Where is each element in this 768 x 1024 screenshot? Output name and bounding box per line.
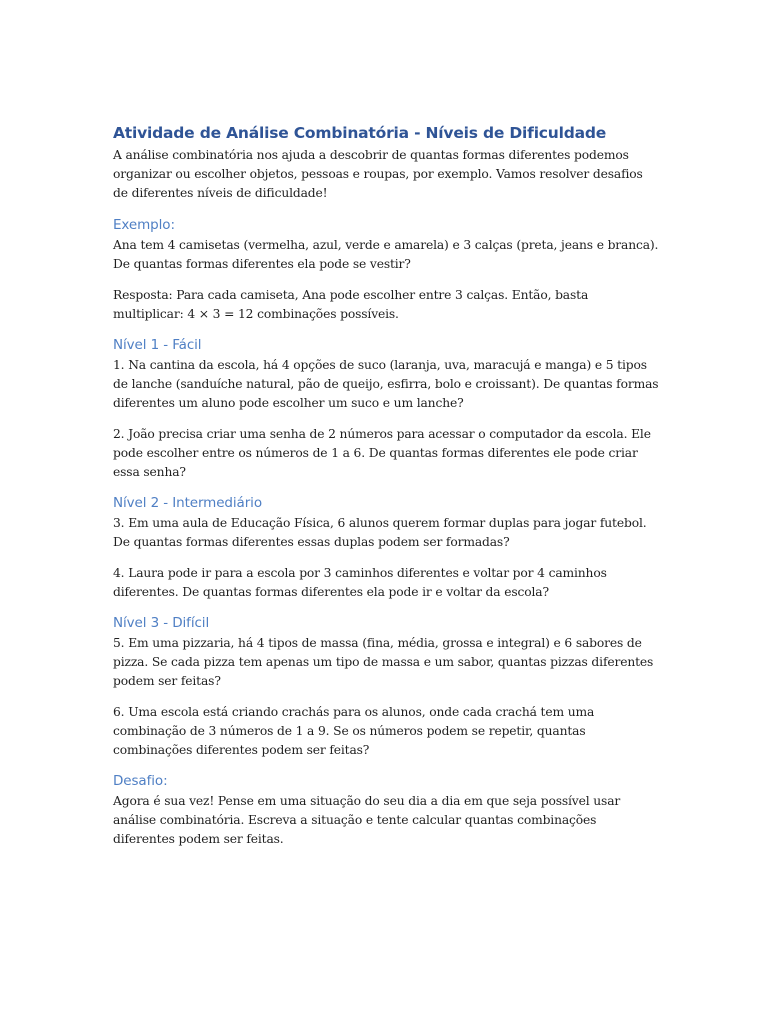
intro-paragraph: A análise combinatória nos ajuda a descobrir de quantas formas diferentes podemos organizar ou escolher objetos, pessoas e roupas, por exemplo. Vamos resolver desafios de diferentes níveis de dificuldade! <box>113 148 643 200</box>
section-level-1 <box>113 337 661 482</box>
document-title: Atividade de Análise Combinatória - Níveis de Dificuldade <box>113 124 607 142</box>
section-level-3 <box>113 615 661 760</box>
challenge-text: Agora é sua vez! Pense em uma situação do seu dia a dia em que seja possível usar análise combinatória. Escreva a situação e tente calcular quantas combinações diferentes podem ser feitas. <box>113 794 621 846</box>
section-heading-level-2: Nível 2 - Intermediário <box>113 495 262 511</box>
section-heading-challenge: Desafio: <box>113 773 168 789</box>
question-6: 6. Uma escola está criando crachás para os alunos, onde cada crachá tem uma combinação de 3 números de 1 a 9. Se os números podem se repetir, quantas combinações diferentes podem ser feitas? <box>113 705 595 757</box>
example-answer: Resposta: Para cada camiseta, Ana pode escolher entre 3 calças. Então, basta multiplicar: 4 × 3 = 12 combinações possíveis. <box>113 288 589 321</box>
question-2: 2. João precisa criar uma senha de 2 números para acessar o computador da escola. Ele pode escolher entre os números de 1 a 6. De quantas formas diferentes ele pode criar essa senha? <box>113 427 651 479</box>
section-challenge <box>113 773 661 849</box>
question-1: 1. Na cantina da escola, há 4 opções de suco (laranja, uva, maracujá e manga) e 5 tipos de lanche (sanduíche natural, pão de queijo, esfirra, bolo e croissant). De quantas formas diferentes um aluno pode escolher um suco e um lanche? <box>113 358 659 410</box>
document-page <box>113 124 661 861</box>
example-question: Ana tem 4 camisetas (vermelha, azul, verde e amarela) e 3 calças (preta, jeans e branca). De quantas formas diferentes ela pode se vestir? <box>113 238 659 271</box>
question-5: 5. Em uma pizzaria, há 4 tipos de massa (fina, média, grossa e integral) e 6 sabores de pizza. Se cada pizza tem apenas um tipo de massa e um sabor, quantas pizzas diferentes podem ser feitas? <box>113 636 654 688</box>
section-level-2 <box>113 495 661 602</box>
section-example <box>113 217 661 324</box>
section-heading-level-1: Nível 1 - Fácil <box>113 337 202 353</box>
section-heading-level-3: Nível 3 - Difícil <box>113 615 210 631</box>
section-heading-example: Exemplo: <box>113 217 175 233</box>
question-4: 4. Laura pode ir para a escola por 3 caminhos diferentes e voltar por 4 caminhos diferentes. De quantas formas diferentes ela pode ir e voltar da escola? <box>113 566 607 599</box>
question-3: 3. Em uma aula de Educação Física, 6 alunos querem formar duplas para jogar futebol. De quantas formas diferentes essas duplas podem ser formadas? <box>113 516 647 549</box>
